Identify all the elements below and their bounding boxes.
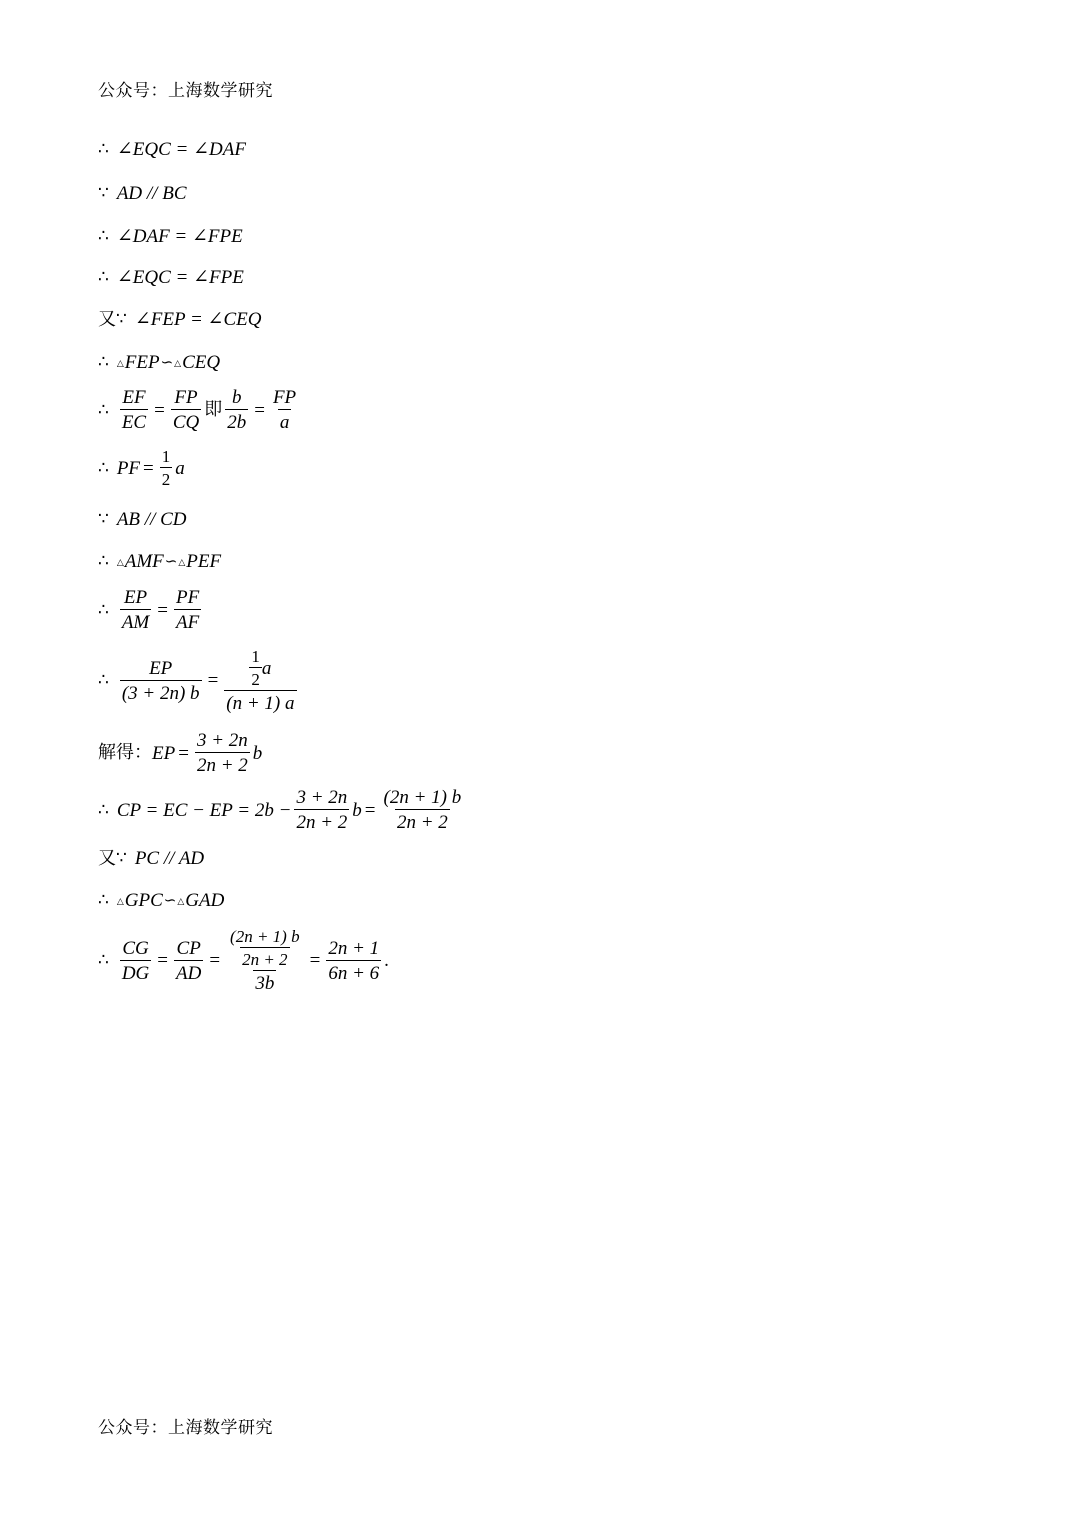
compound-fraction xyxy=(226,928,304,993)
proof-line-1 xyxy=(98,140,246,159)
numerator: b xyxy=(231,387,242,408)
numerator: EF xyxy=(122,387,146,408)
fraction xyxy=(271,388,298,432)
equals-sign: = xyxy=(143,457,154,479)
denominator: 3b xyxy=(253,970,276,993)
proof-line-5 xyxy=(98,310,261,329)
prefix-text: 又 xyxy=(98,308,116,330)
therefore-icon: ∴ xyxy=(98,599,109,620)
denominator: AF xyxy=(174,609,201,632)
equation: AB // CD xyxy=(116,509,187,530)
fraction xyxy=(382,788,464,832)
fraction xyxy=(326,939,381,983)
denominator: (3 + 2n) b xyxy=(120,680,202,703)
proof-line-6 xyxy=(98,353,220,372)
proof-line-9 xyxy=(98,510,187,529)
equals-sign: = xyxy=(254,399,265,421)
denominator: (n + 1) a xyxy=(224,690,296,713)
numerator: FP xyxy=(272,387,297,408)
equation: ∠FEP = ∠CEQ xyxy=(134,309,262,330)
numerator: (2n + 1) b xyxy=(383,787,462,808)
denominator: 2b xyxy=(225,409,248,432)
fraction xyxy=(120,588,151,632)
similar-icon: ∽ xyxy=(160,353,174,371)
fraction xyxy=(225,388,248,432)
proof-line-10 xyxy=(98,552,221,571)
therefore-icon: ∴ xyxy=(98,551,109,571)
variable: b xyxy=(352,799,362,821)
therefore-icon: ∴ xyxy=(98,457,109,478)
fraction xyxy=(249,648,262,688)
numerator: FP xyxy=(174,387,198,408)
connector-text: 即 xyxy=(204,399,223,420)
equation: ∠DAF = ∠FPE xyxy=(116,226,243,247)
therefore-icon: ∴ xyxy=(98,399,109,420)
denominator: 2 xyxy=(160,467,173,488)
equation: AD // BC xyxy=(116,183,187,204)
triangle-name: AMF xyxy=(124,551,164,572)
proof-line-16 xyxy=(98,891,224,910)
numerator: CG xyxy=(122,937,149,959)
compound-fraction xyxy=(224,648,296,713)
proof-line-3 xyxy=(98,227,243,246)
similar-icon: ∽ xyxy=(163,891,177,909)
therefore-icon: ∴ xyxy=(98,226,109,246)
triangle-icon: △ xyxy=(174,359,182,369)
denominator: DG xyxy=(120,960,151,983)
denominator: AD xyxy=(174,960,203,983)
page-header: 公众号：上海数学研究 xyxy=(98,81,273,101)
therefore-icon: ∴ xyxy=(98,799,109,820)
numerator: 1 xyxy=(161,447,171,466)
numerator: (2n + 1) b xyxy=(230,927,300,946)
lhs: PF xyxy=(116,457,141,479)
numerator: EP xyxy=(123,587,148,608)
triangle-name: GAD xyxy=(185,890,225,911)
numerator: EP xyxy=(149,657,173,679)
therefore-icon: ∴ xyxy=(98,950,109,970)
denominator: EC xyxy=(120,409,148,432)
triangle-icon: △ xyxy=(116,359,124,369)
fraction xyxy=(294,788,349,832)
numerator: PF xyxy=(175,587,200,608)
triangle-name: GPC xyxy=(124,890,163,911)
proof-line-14 xyxy=(98,788,466,832)
lhs: EP xyxy=(152,742,176,764)
triangle-icon: △ xyxy=(116,897,124,907)
expression: CP = EC − EP = 2b − xyxy=(116,799,292,821)
proof-line-2 xyxy=(98,184,187,203)
numerator: 1 xyxy=(251,647,260,666)
fraction xyxy=(195,731,250,775)
numerator: CP xyxy=(176,937,201,959)
denominator: 2n + 2 xyxy=(395,809,450,832)
proof-line-12 xyxy=(98,648,300,713)
equation: ∠EQC = ∠DAF xyxy=(116,139,246,160)
triangle-icon: △ xyxy=(177,897,185,907)
fraction xyxy=(120,388,148,432)
denominator: 2 xyxy=(249,667,262,688)
fraction xyxy=(120,939,151,983)
variable: a xyxy=(175,457,185,479)
because-icon: ∵ xyxy=(98,183,109,203)
proof-line-17 xyxy=(98,928,389,993)
triangle-name: FEP xyxy=(124,352,160,373)
because-icon: ∵ xyxy=(98,509,109,529)
triangle-name: PEF xyxy=(186,551,222,572)
numerator xyxy=(226,928,304,970)
denominator: 2n + 2 xyxy=(195,752,250,775)
variable: b xyxy=(252,742,263,764)
triangle-icon: △ xyxy=(178,558,186,568)
denominator: 2n + 2 xyxy=(240,947,289,968)
fraction xyxy=(174,939,203,983)
numerator: 3 + 2n xyxy=(196,730,248,751)
equals-sign: = xyxy=(364,799,376,821)
numerator: 2n + 1 xyxy=(328,937,380,959)
because-icon: ∵ xyxy=(116,848,127,868)
page-footer: 公众号：上海数学研究 xyxy=(98,1418,273,1438)
proof-line-4 xyxy=(98,268,244,287)
therefore-icon: ∴ xyxy=(98,267,109,287)
therefore-icon: ∴ xyxy=(98,139,109,159)
denominator: 6n + 6 xyxy=(326,960,381,983)
fraction xyxy=(174,588,201,632)
equals-sign: = xyxy=(157,599,168,621)
proof-line-13 xyxy=(98,731,262,775)
equals-sign: = xyxy=(209,950,221,971)
denominator: AM xyxy=(120,609,151,632)
denominator: CQ xyxy=(171,409,201,432)
proof-line-11 xyxy=(98,588,204,632)
numerator xyxy=(247,648,273,690)
prefix-text: 解得： xyxy=(98,742,152,763)
therefore-icon: ∴ xyxy=(98,352,109,372)
similar-icon: ∽ xyxy=(164,552,178,570)
therefore-icon: ∴ xyxy=(98,890,109,910)
denominator: a xyxy=(278,409,292,432)
because-icon: ∵ xyxy=(116,309,127,329)
equals-sign: = xyxy=(309,950,321,971)
triangle-icon: △ xyxy=(116,558,124,568)
triangle-name: CEQ xyxy=(182,352,221,373)
equals-sign: = xyxy=(157,950,168,971)
variable: a xyxy=(261,657,272,679)
fraction xyxy=(171,388,201,432)
proof-line-8 xyxy=(98,448,185,488)
proof-line-15 xyxy=(98,849,204,868)
equation: PC // AD xyxy=(134,848,205,869)
equals-sign: = xyxy=(207,670,219,691)
equation: ∠EQC = ∠FPE xyxy=(116,267,244,288)
proof-line-7 xyxy=(98,388,301,432)
prefix-text: 又 xyxy=(98,847,116,869)
therefore-icon: ∴ xyxy=(98,670,109,690)
equals-sign: = xyxy=(178,742,189,764)
equals-sign: = xyxy=(154,399,165,421)
fraction xyxy=(120,659,202,703)
fraction xyxy=(228,928,302,968)
numerator: 3 + 2n xyxy=(296,787,348,808)
fraction xyxy=(160,448,173,488)
denominator: 2n + 2 xyxy=(294,809,349,832)
period: . xyxy=(384,950,389,971)
